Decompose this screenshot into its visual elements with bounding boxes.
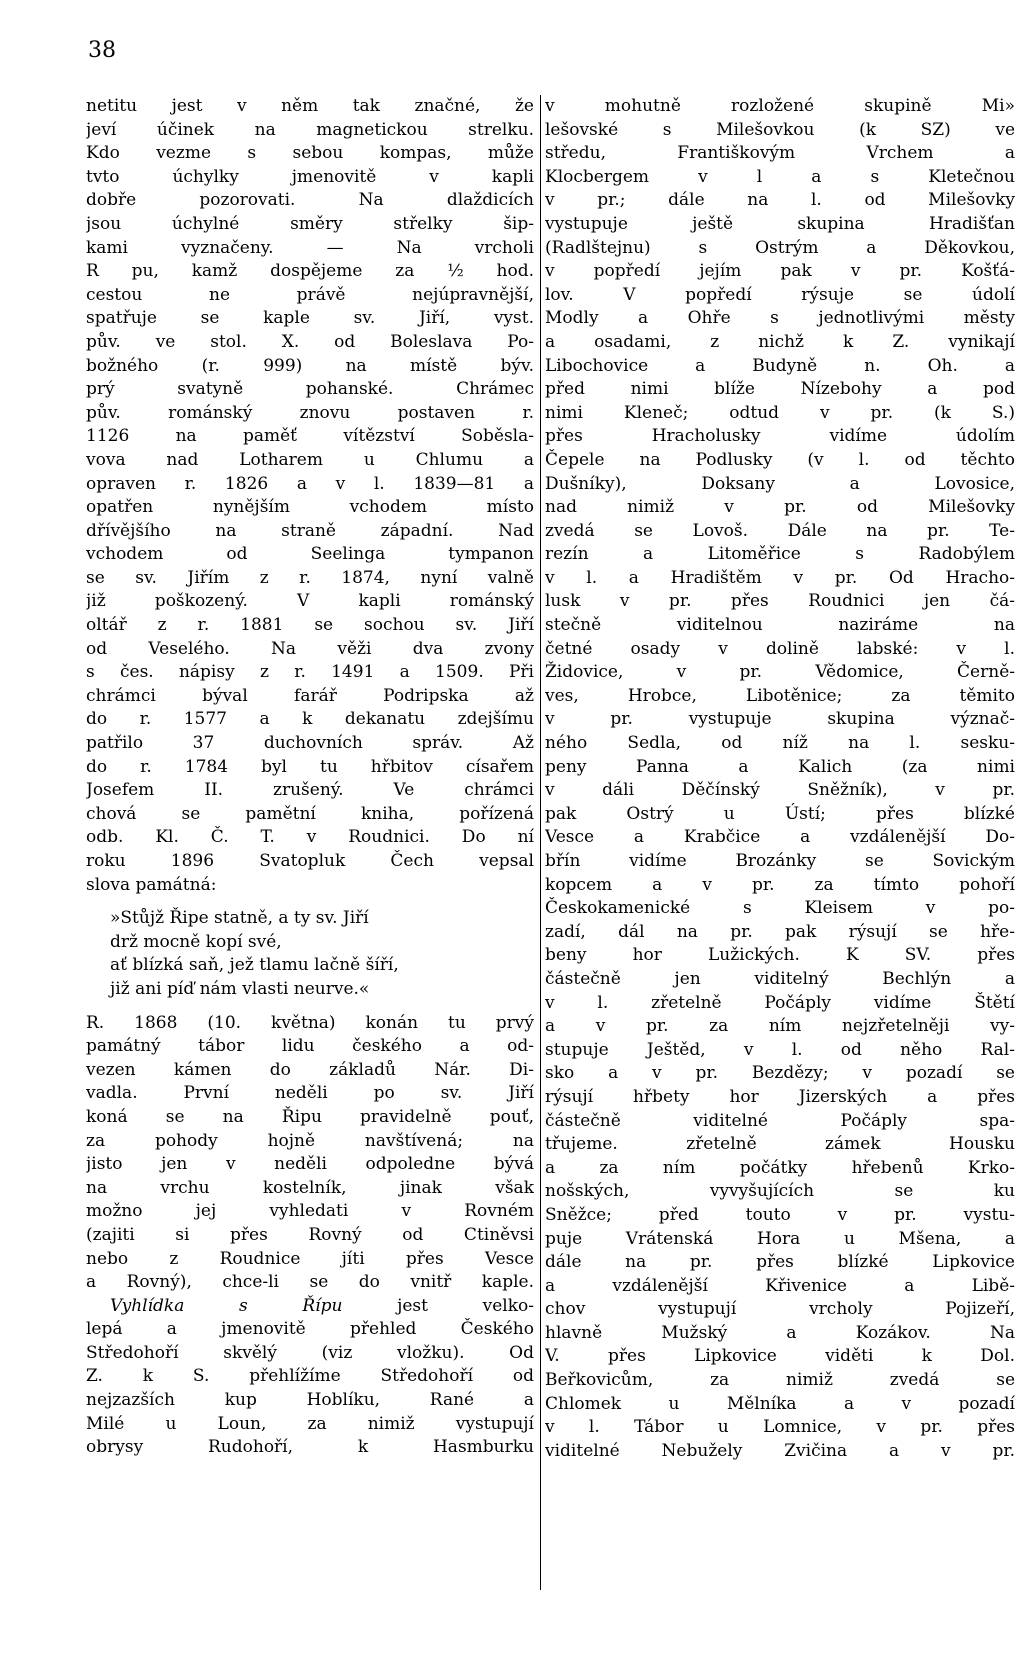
text-line: chov vystupují vrcholy Pojizeří, (545, 1299, 1015, 1320)
text-line: již poškozený. V kapli románský (86, 591, 534, 612)
page-number: 38 (88, 38, 116, 63)
text-line: a Rovný), chce-li se do vnitř kaple. (86, 1272, 534, 1293)
text-line: možno jej vyhledati v Rovném (86, 1201, 534, 1222)
text-line: Dušníky), Doksany a Lovosice, (545, 473, 1015, 494)
text-line: peny Panna a Kalich (za nimi (545, 756, 1015, 777)
text-line: přes Hracholusky vidíme údolím (545, 426, 1015, 447)
text-line: patřilo 37 duchovních správ. Až (86, 733, 534, 754)
text-line: s čes. nápisy z r. 1491 a 1509. Při (86, 662, 534, 683)
text-line: prý svatyně pohanské. Chrámec (86, 379, 534, 400)
text-line: puje Vrátenská Hora u Mšena, a (545, 1228, 1015, 1249)
text-line: pův. románský znovu postaven r. (86, 402, 534, 423)
text-line: lov. V popředí rýsuje se údolí (545, 284, 1015, 305)
text-line: ves, Hrobce, Libotěnice; za těmito (545, 685, 1015, 706)
text-line: beny hor Lužických. K SV. přes (545, 945, 1015, 966)
text-line: zvedá se Lovoš. Dále na pr. Te- (545, 520, 1015, 541)
text-line: chrámci býval farář Podripska až (86, 685, 534, 706)
text-line: v popředí jejím pak v pr. Košťá- (545, 261, 1015, 282)
text-line: Josefem II. zrušený. Ve chrámci (86, 780, 534, 801)
text-line: rýsují hřbety hor Jizerských a přes (545, 1086, 1015, 1107)
text-line: do r. 1577 a k dekanatu zdejšímu (86, 709, 534, 730)
left-column (86, 95, 534, 1460)
text-line: v pr. vystupuje skupina význač- (545, 709, 1015, 730)
text-line: Modly a Ohře s jednotlivými městy (545, 308, 1015, 329)
text-line: V. přes Lipkovice viděti k Dol. (545, 1346, 1015, 1367)
text-line: koná se na Řipu pravidelně pouť, (86, 1106, 534, 1127)
text-line: lešovské s Milešovkou (k SZ) ve (545, 119, 1015, 140)
text-line: spatřuje se kaple sv. Jiří, vyst. (86, 308, 534, 329)
text-line: R pu, kamž dospějeme za ½ hod. (86, 261, 534, 282)
text-line: vezen kámen do základů Nár. Di- (86, 1059, 534, 1080)
text-line: vadla. První neděli po sv. Jiří (86, 1083, 534, 1104)
text-line: jisto jen v neděli odpoledne bývá (86, 1154, 534, 1175)
text-line: částečně viditelné Počáply spa- (545, 1110, 1015, 1131)
text-line: nad nimiž v pr. od Milešovky (545, 497, 1015, 518)
text-line: vystupuje ještě skupina Hradišťan (545, 213, 1015, 234)
text-line: od Veselého. Na věži dva zvony (86, 638, 534, 659)
text-line: četné osady v dolině labské: v l. (545, 638, 1015, 659)
text-line: lepá a jmenovitě přehled Českého (86, 1319, 534, 1340)
text-line: rezín a Litoměřice s Radobýlem (545, 544, 1015, 565)
text-line: v l. zřetelně Počáply vidíme Štětí (545, 992, 1015, 1013)
text-line: božného (r. 999) na místě býv. (86, 355, 534, 376)
text-line: a vzdálenější Křivenice a Libě- (545, 1275, 1015, 1296)
text-line: na vrchu kostelník, jinak však (86, 1177, 534, 1198)
text-line: Čepele na Podlusky (v l. od těchto (545, 449, 1015, 470)
text-line: 1126 na paměť vítězství Soběsla- (86, 426, 534, 447)
text-line: Chlomek u Mělníka a v pozadí (545, 1393, 1015, 1414)
text-line: v dáli Děčínský Sněžník), v pr. (545, 780, 1015, 801)
poem-line: již ani píď nám vlasti neurve.« (110, 978, 370, 999)
column-divider (540, 95, 541, 1590)
text-line: opraven r. 1826 a v l. 1839—81 a (86, 473, 534, 494)
vyhlidka-rest: jest velko- (342, 1295, 534, 1316)
text-line: zadí, dál na pr. pak rýsují se hře- (545, 921, 1015, 942)
text-line: slova památná: (86, 874, 217, 895)
text-line: Klocbergem v l a s Kletečnou (545, 166, 1015, 187)
text-line: středu, Františkovým Vrchem a (545, 143, 1015, 164)
text-line: hlavně Mužský a Kozákov. Na (545, 1322, 1015, 1343)
text-line: jsou úchylné směry střelky šip- (86, 213, 534, 234)
poem-line: »Stůjž Řipe statně, a ty sv. Jiří (110, 908, 369, 929)
text-line: odb. Kl. Č. T. v Roudnici. Do ní (86, 827, 534, 848)
text-line: oltář z r. 1881 se sochou sv. Jiří (86, 615, 534, 636)
text-line: netitu jest v něm tak značné, že (86, 96, 534, 116)
text-line: Beřkovicům, za nimiž zvedá se (545, 1370, 1015, 1391)
text-line: Židovice, v pr. Vědomice, Černě- (545, 662, 1015, 683)
text-line: Českokamenické s Kleisem v po- (545, 898, 1015, 919)
text-line: Kdo vezme s sebou kompas, může (86, 143, 534, 164)
text-line: sko a v pr. Bezdězy; v pozadí se (545, 1063, 1015, 1084)
text-line: nimi Kleneč; odtud v pr. (k S.) (545, 402, 1015, 423)
text-line: částečně jen viditelný Bechlýn a (545, 968, 1015, 989)
text-line: kopcem a v pr. za tímto pohoří (545, 874, 1015, 895)
text-line: a v pr. za ním nejzřetelněji vy- (545, 1016, 1015, 1037)
text-line: se sv. Jiřím z r. 1874, nyní valně (86, 567, 534, 588)
vyhlidka-title: Vyhlídka s Řípu (110, 1295, 343, 1316)
spacer (86, 897, 534, 907)
text-line: vchodem od Seelinga tympanon (86, 544, 534, 565)
text-line: břín vidíme Brozánky se Sovickým (545, 851, 1015, 871)
text-line: nejzazších kup Hoblíku, Rané a (86, 1390, 534, 1411)
text-line: v mohutně rozložené skupině Mi» (545, 96, 1015, 116)
text-line: roku 1896 Svatopluk Čech vepsal (86, 851, 534, 871)
text-line: pak Ostrý u Ústí; přes blízké (545, 803, 1015, 824)
text-line: dobře pozorovati. Na dlaždicích (86, 190, 534, 211)
right-column (545, 95, 1015, 1463)
text-line: v pr.; dále na l. od Milešovky (545, 190, 1015, 211)
text-line: cestou ne právě nejúpravnější, (86, 284, 534, 305)
text-line: nebo z Roudnice jíti přes Vesce (86, 1248, 534, 1269)
text-line: viditelné Nebužely Zvičina a v pr. (545, 1440, 1015, 1461)
text-line: (zajiti si přes Rovný od Ctiněvsi (86, 1224, 534, 1245)
poem-line: drž mocně kopí své, (110, 931, 282, 952)
text-line: před nimi blíže Nízebohy a pod (545, 379, 1015, 400)
text-line: v l. a Hradištěm v pr. Od Hracho- (545, 567, 1015, 588)
text-line: za pohody hojně navštívená; na (86, 1130, 534, 1151)
text-line: obrysy Rudohoří, k Hasmburku (86, 1437, 534, 1458)
text-line: chová se pamětní kniha, pořízená (86, 803, 534, 824)
text-line: Sněžce; před touto v pr. vystu- (545, 1204, 1015, 1225)
text-line: dále na pr. přes blízké Lipkovice (545, 1252, 1015, 1273)
poem-line: ať blízká saň, jež tlamu lačně šíří, (110, 955, 399, 976)
text-line: ného Sedla, od níž na l. sesku- (545, 733, 1015, 754)
text-line: opatřen nynějším vchodem místo (86, 497, 534, 518)
text-line: (Radlštejnu) s Ostrým a Děkovkou, (545, 237, 1015, 258)
text-line: vova nad Lotharem u Chlumu a (86, 449, 534, 470)
text-line: stečně viditelnou naziráme na (545, 615, 1015, 636)
text-line: a osadami, z nichž k Z. vynikají (545, 331, 1015, 352)
vyhlidka-line (86, 1295, 534, 1319)
text-line: pův. ve stol. X. od Boleslava Po- (86, 331, 534, 352)
text-line: Milé u Loun, za nimiž vystupují (86, 1413, 534, 1434)
text-line: stupuje Ještěd, v l. od něho Ral- (545, 1039, 1015, 1060)
text-line: Libochovice a Budyně n. Oh. a (545, 355, 1015, 376)
text-line: památný tábor lidu českého a od- (86, 1036, 534, 1057)
text-line: a za ním počátky hřebenů Krko- (545, 1157, 1015, 1178)
text-line: jeví účinek na magnetickou strelku. (86, 119, 534, 140)
text-line: třujeme. zřetelně zámek Housku (545, 1134, 1015, 1155)
text-line: lusk v pr. přes Roudnici jen čá- (545, 591, 1015, 612)
text-line: v l. Tábor u Lomnice, v pr. přes (545, 1417, 1015, 1438)
text-line: Vesce a Krabčice a vzdálenější Do- (545, 827, 1015, 848)
text-line: Z. k S. přehlížíme Středohoří od (86, 1366, 534, 1387)
text-line: dřívějšího na straně západní. Nad (86, 520, 534, 541)
text-line: do r. 1784 byl tu hřbitov císařem (86, 756, 534, 777)
spacer (86, 1002, 534, 1012)
text-line: tvto úchylky jmenovitě v kapli (86, 166, 534, 187)
text-line: Středohoří skvělý (viz vložku). Od (86, 1342, 534, 1363)
text-line: R. 1868 (10. května) konán tu prvý (86, 1012, 534, 1033)
text-line: kami vyznačeny. — Na vrcholi (86, 237, 534, 258)
text-line: nošských, vyvyšujících se ku (545, 1181, 1015, 1202)
